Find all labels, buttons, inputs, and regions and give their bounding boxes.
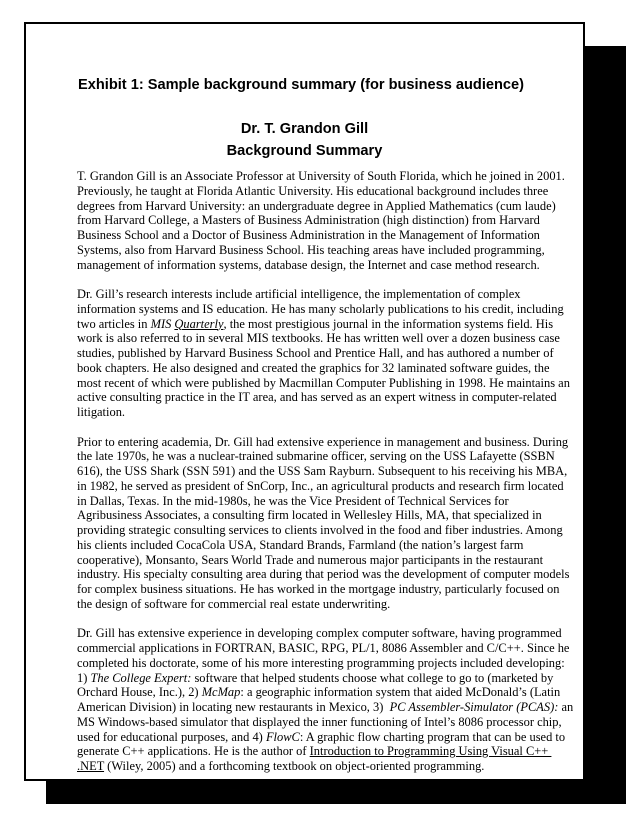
document-subtitle: Background Summary xyxy=(226,143,383,159)
text-line: the late 1970s, he was a nuclear-trained submarine officer, serving on the USS Lafayette (SSBN xyxy=(77,449,555,464)
text-line xyxy=(77,316,554,332)
person-name: Dr. T. Grandon Gill xyxy=(240,121,369,137)
text-line: 616), the USS Shark (SSN 591) and the USS Sam Rayburn. Subsequent to his receiving his MBA, xyxy=(77,464,568,478)
document-page xyxy=(24,22,585,781)
text-line: industry. His specialty consulting area during that period was the development of computer models xyxy=(77,567,570,582)
text-run: , the most prestigious journal in the information systems field. His xyxy=(223,316,554,331)
paragraph-education xyxy=(77,169,565,272)
exhibit-title: Exhibit 1: Sample background summary (for business audience) xyxy=(78,77,525,93)
journal-quarterly: Quarterly xyxy=(174,316,224,331)
text-line: Previously, he taught at Florida Atlantic University. His educational background includes three xyxy=(77,183,549,198)
paragraph-software xyxy=(77,626,574,774)
text-line: Business School and a Doctor of Business Administration in the Management of Information xyxy=(77,228,540,242)
body-text xyxy=(77,169,574,789)
text-line: for complex business situations. He has worked in the mortgage industry, particularly focused on xyxy=(77,582,560,596)
text-line: generate C++ applications. He is the author of Introduction to Programming Using Visual C++ xyxy=(77,744,552,759)
text-line: Dr. Gill has extensive experience in developing complex computer software, having programmed xyxy=(77,626,562,641)
text-line: book chapters. He also designed and created the graphics for 32 laminated software guides, the xyxy=(77,360,550,375)
text-line: active consulting practice in the IT area, and has served as an expert witness in computer-related xyxy=(77,390,557,405)
text-line: .NET (Wiley, 2005) and a forthcoming textbook on object-oriented programming. xyxy=(77,759,485,773)
project-college-expert: The College Expert: xyxy=(90,670,192,685)
text-line: Systems, also from Harvard Business School. His teaching areas have included programming, xyxy=(77,242,545,257)
text-run: two articles in xyxy=(77,316,151,331)
text-line: Prior to entering academia, Dr. Gill had extensive experience in management and business. During xyxy=(77,434,569,449)
text-line: from Harvard College, a Masters of Business Administration (high distinction) from Harvard xyxy=(77,213,540,228)
text-line: Dr. Gill’s research interests include artificial intelligence, the implementation of complex xyxy=(77,287,521,301)
text-line: Agribusiness Associates, a consulting firm located in Wellesley Hills, MA, that specialized in xyxy=(77,508,542,523)
text-line: completed his doctorate, some of his more interesting programming projects included developing: xyxy=(77,655,565,670)
text-line: American Division) in locating new restaurants in Mexico, 3) PC Assembler-Simulator (PCAS): an xyxy=(77,700,574,714)
text-line: commercial applications in FORTRAN, BASIC, RPG, PL/1, 8086 Assembler and C/C++. Since he xyxy=(77,641,570,655)
text-line: management of information systems, database design, the Internet and case method research. xyxy=(77,257,540,272)
text-line: studies, published by Harvard Business School and Prentice Hall, and has authored a number of xyxy=(77,346,554,360)
text-line: Orchard House, Inc.), 2) McMap: a geographic information system that aided McDonald’s (Latin xyxy=(77,685,561,700)
text-line: litigation. xyxy=(77,405,126,419)
text-line: in 1982, he served as president of SnCorp, Inc., an agricultural products and research firm located xyxy=(77,478,564,493)
text-line: providing strategic consulting services to clients involved in the food and fiber industries. Among xyxy=(77,523,563,537)
text-line: information systems and IS education. He has many scholarly publications to his credit, including xyxy=(77,301,564,316)
book-title-link-end[interactable]: .NET xyxy=(77,759,105,773)
text-line: in Dallas, Texas. In the mid-1980s, he was the Vice President of Technical Services for xyxy=(77,493,509,508)
paragraph-research xyxy=(77,287,570,420)
text-line: T. Grandon Gill is an Associate Professor at University of South Florida, which he joined in 2001. xyxy=(77,169,565,183)
text-line: his clients included CocaCola USA, Standard Brands, Farmland (the nation’s largest farm xyxy=(77,537,524,552)
text-line: used for educational purposes, and 4) FlowC: A graphic flow charting program that can be used to xyxy=(77,729,566,744)
project-mcmap: McMap xyxy=(201,685,241,700)
text-line: cooperative), Monsanto, Sears World Trade and numerous major participants in the restaurant xyxy=(77,552,544,567)
text-line: most recent of which were published by Macmillan Computer Publishing in 1998. He maintains an xyxy=(77,375,570,390)
project-pcas: PC Assembler-Simulator (PCAS): xyxy=(389,700,559,714)
journal-mis: MIS xyxy=(150,316,172,331)
text-line: 1) The College Expert: software that helped students choose what college to go to (marketed by xyxy=(77,670,554,685)
book-title-link[interactable]: Introduction to Programming Using Visual C++ xyxy=(309,744,552,759)
text-line: work is also referred to in several MIS textbooks. He has written well over a dozen business case xyxy=(77,331,560,346)
text-line: the design of software for commercial real estate underwriting. xyxy=(77,596,391,611)
project-flowc: FlowC xyxy=(265,729,300,744)
text-line: degrees from Harvard University: an undergraduate degree in Applied Mathematics (cum laude) xyxy=(77,198,556,213)
paragraph-experience xyxy=(77,434,570,612)
text-line: MS Windows-based simulator that displayed the inner functioning of Intel’s 8086 processor chip, xyxy=(77,714,562,729)
